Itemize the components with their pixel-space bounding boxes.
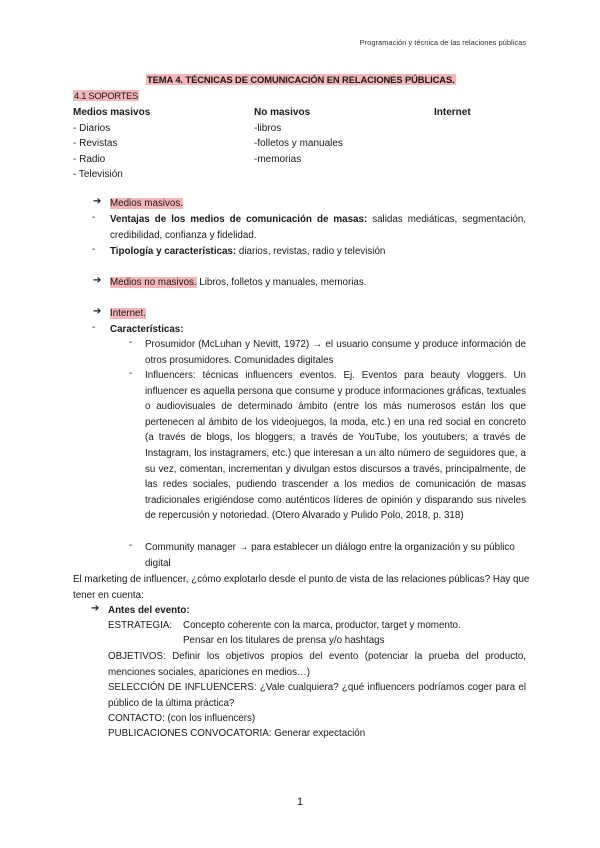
influencers-paragraph: Influencers: técnicas influencers eventos. Ej. Eventos para beauty vloggers. Un influencer es aquella persona que consume y produce informaciones gráficas, textuales o audiovisuales de determinado ámbito (entre los más numerosos están los que pertenecen al ámbito de los videojuegos, la moda, etc.) en una red social en concreto (a través de blogs, los bloggers; a través de YouTube, los youtubers; a través de Instagram, los instagramers, etc.) que interesan a un alto número de seguidores que, a su vez, comentan, incrementan y divulgan estos discursos a través, principalmente, de las redes sociales, pudiendo trascender a los medios de comunicación de masas tradicionales erigiéndose como auténticos líderes de opinión y disparando sus niveles de repercusión y notoriedad. (Otero Alvarado y Pulido Polo, 2018, p. 318) [145,370,526,522]
seleccion-paragraph: SELECCIÓN DE INFLUENCERS: ¿Vale cualquiera? ¿qué influencers podríamos coger para el público de la última práctica? [108,682,526,709]
column-no-masivos [254,105,343,167]
objetivos-paragraph: OBJETIVOS: Definir los objetivos propios del evento (potenciar la prueba del producto, menciones sociales, apariciones en medios…) [108,651,526,678]
page-title: TEMA 4. TÉCNICAS DE COMUNICACIÓN EN RELACIONES PÚBLICAS. [147,74,455,85]
column-internet [434,105,471,121]
highlight-text: Internet. [110,308,146,319]
list-item: - Radio [73,153,106,165]
tipologia-text: diarios, revistas, radio y televisión [236,246,386,257]
arrow-bullet-icon: ➔ [93,196,102,207]
medios-masivos-label [110,196,183,212]
community-manager-paragraph: Community manager → para establecer un diálogo entre la organización y su público digital [145,542,515,569]
highlight-text: Medios no masivos. [110,277,197,288]
caracteristicas-label: Características: [110,324,184,335]
list-item: -libros [254,122,282,134]
tipologia-paragraph [110,244,526,260]
list-item: - Televisión [73,169,123,180]
dash-bullet: - [129,368,133,379]
dash-bullet: - [129,540,133,551]
arrow-bullet-icon: ➔ [93,275,102,286]
prosumidor-paragraph: Prosumidor (McLuhan y Nevitt, 1972) → el usuario consume y produce información de otros prosumidores. Comunidades digitales [145,339,526,366]
dash-bullet: - [129,337,133,348]
list-item: - Diarios [73,122,111,134]
arrow-bullet-icon: ➔ [93,306,102,317]
ventajas-paragraph [110,212,526,243]
tipologia-label: Tipología y características: [110,246,237,257]
page-number: 1 [296,796,304,808]
highlight-text: Medios masivos. [110,198,183,209]
list-item: - Revistas [73,138,118,149]
marketing-intro-paragraph: El marketing de influencer, ¿cómo explotarlo desde el punto de vista de las relaciones públicas? Hay que tener en cuenta: [73,574,530,601]
column-heading: Medios masivos [73,107,151,118]
column-medios-masivos [73,105,150,183]
column-heading: No masivos [254,107,311,118]
dash-bullet: - [92,212,96,223]
estrategia-line-1: Concepto coherente con la marca, productor, target y momento. [183,620,461,631]
column-heading: Internet [434,107,471,118]
estrategia-line-2: Pensar en los titulares de prensa y/o hashtags [183,635,385,646]
running-header: Programación y técnica de las relaciones públicas [359,38,526,47]
ventajas-label: Ventajas de los medios de comunicación de masas: [110,214,368,225]
estrategia-label: ESTRATEGIA: [108,620,173,631]
dash-bullet: - [92,322,96,333]
no-masivos-text: Libros, folletos y manuales, memorias. [196,277,367,288]
no-masivos-paragraph [110,275,526,291]
list-item: -folletos y manuales [254,138,343,149]
dash-bullet: - [92,244,96,255]
internet-label [110,306,146,322]
section-heading: 4.1 SOPORTES [74,90,138,101]
ventajas-text: salidas mediáticas, segmentación, credibilidad, confianza y fidelidad. [110,214,526,241]
list-item: -memorias [254,153,302,165]
arrow-bullet-icon: ➔ [91,603,100,614]
contacto-line: CONTACTO: (con los influencers) [108,713,256,724]
publicaciones-line: PUBLICACIONES CONVOCATORIA: Generar expectación [108,728,366,739]
antes-evento-label: Antes del evento: [108,605,190,616]
